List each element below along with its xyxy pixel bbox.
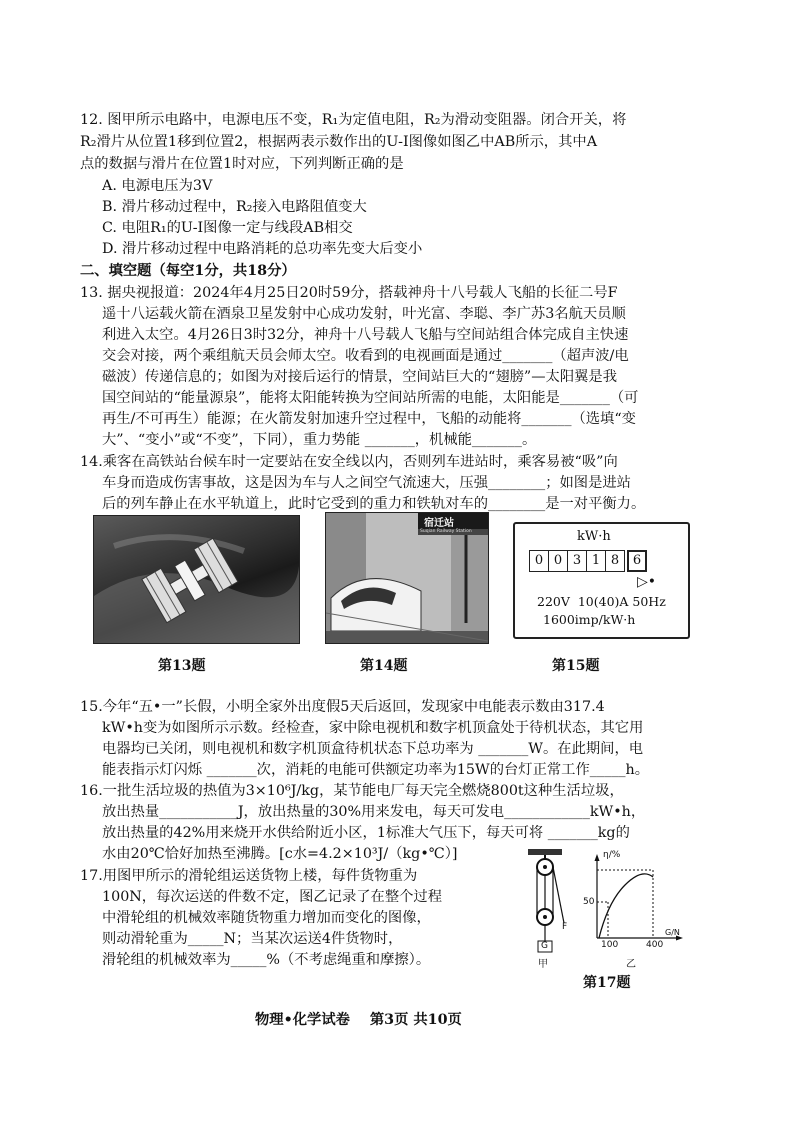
q14-line-2: 车身而造成伤害事故，这是因为车与人之间空气流速大，压强________；如图是进站 (102, 475, 631, 491)
caption-q15: 第15题 (552, 658, 600, 674)
graph-y-tick-50: 50 (583, 897, 595, 907)
q12-line-3: 点的数据与滑片在位置1时对应，下列判断正确的是 (80, 156, 404, 172)
meter-digit: 0 (548, 550, 568, 572)
q15-line-1: 15.今年“五•一”长假，小明全家外出度假5天后返回，发现家中电能表示数由317.4 (80, 699, 605, 715)
q14-line-3: 后的列车静止在水平轨道上，此时它受到的重力和铁轨对车的________是一对平衡力。 (102, 496, 646, 512)
section-2-heading: 二、填空题（每空1分，共18分） (80, 263, 296, 279)
q16-line-2: 放出热量___________J，放出热量的30%用来发电，每天可发电____________kW•h， (102, 804, 646, 820)
q17-line-2: 100N，每次运送的件数不定，图乙记录了在整个过程 (102, 889, 443, 905)
q12-line-1: 12. 图甲所示电路中，电源电压不变，R₁为定值电阻，R₂为滑动变阻器。闭合开关，将 (80, 112, 627, 128)
q13-line-6: 国空间站的“能量源泉”，能将太阳能转换为空间站所需的电能，太阳能是_______（可 (102, 390, 639, 406)
fig17-pulley-diagram (520, 845, 580, 963)
q12-option-c: C. 电阻R₁的U-I图像一定与线段AB相交 (102, 220, 353, 236)
q14-line-1: 14.乘客在高铁站台候车时一定要站在安全线以内，否则列车进站时，乘客易被“吸”向 (80, 454, 618, 470)
pulley-load-label: G (541, 941, 548, 951)
q13-line-4: 交会对接，两个乘组航天员会师太空。收看到的电视画面是通过_______（超声波/电 (102, 348, 629, 364)
meter-digit: 0 (529, 550, 549, 572)
station-sign-subtitle: Suqian Railway Station (420, 529, 472, 534)
q17-line-5: 滑轮组的机械效率为_____%（不考虑绳重和摩擦）。 (102, 952, 431, 968)
caption-q17: 第17题 (583, 975, 631, 991)
q12-option-a: A. 电源电压为3V (102, 178, 213, 194)
q13-line-1: 13. 据央视报道：2024年4月25日20时59分，搭载神舟十八号载人飞船的长征二号F (80, 285, 618, 301)
q16-line-3: 放出热量的42%用来烧开水供给附近小区，1标准大气压下，每天可将 _______kg的 (102, 825, 630, 841)
graph-x-label: G/N (665, 928, 680, 937)
caption-q14: 第14题 (360, 658, 408, 674)
fig13-space-station-photo (93, 515, 300, 644)
q13-line-2: 遥十八运载火箭在酒泉卫星发射中心成功发射，叶光富、李聪、李广苏3名航天员顺 (102, 306, 626, 322)
q17-line-3: 中滑轮组的机械效率随货物重力增加而变化的图像， (102, 910, 431, 926)
q15-line-3: 电器均已关闭，则电视机和数字机顶盒待机状态下总功率为 _______W。在此期间，电 (102, 741, 644, 757)
meter-spec-voltage: 220V 10(40)A 50Hz (537, 594, 666, 609)
page-footer: 物理•化学试卷 第3页 共10页 (255, 1012, 462, 1028)
fig14-train-station-photo (325, 512, 489, 644)
meter-unit: kW·h (577, 529, 611, 544)
graph-y-label: η/% (603, 850, 621, 860)
q13-line-3: 利进入太空。4月26日3时32分，神舟十八号载人飞船与空间站组合体完成自主快速 (102, 327, 629, 343)
meter-digit: 8 (605, 550, 625, 572)
ceiling (528, 849, 562, 855)
meter-spec-imp: 1600imp/kW·h (543, 612, 636, 627)
q12-option-d: D. 滑片移动过程中电路消耗的总功率先变大后变小 (102, 241, 423, 257)
meter-indicator-light: ▷• (637, 574, 657, 590)
caption-q13: 第13题 (158, 658, 206, 674)
graph-x-tick-400: 400 (646, 940, 664, 950)
q13-line-5: 磁波）传递信息的；如图为对接后运行的情景，空间站巨大的“翅膀”—太阳翼是我 (102, 369, 618, 385)
pulley-force-label: F (562, 922, 568, 932)
fig15-electricity-meter (513, 522, 690, 639)
q17-line-1: 17.用图甲所示的滑轮组运送货物上楼，每件货物重为 (80, 868, 418, 884)
meter-digit-decimal: 6 (627, 550, 647, 572)
label-yi: 乙 (626, 959, 636, 970)
q16-line-1: 16.一批生活垃圾的热值为3×10⁶J/kg，某节能电厂每天完全燃烧800t这种生活垃圾， (80, 783, 624, 799)
q15-line-4: 能表指示灯闪烁 _______次，消耗的电能可供额定功率为15W的台灯正常工作_____h。 (102, 762, 650, 778)
meter-digit: 3 (567, 550, 587, 572)
pull-rope (553, 867, 564, 923)
graph-x-tick-100: 100 (601, 940, 619, 950)
q12-line-2: R₂滑片从位置1移到位置2，根据两表示数作出的U-I图像如图乙中AB所示，其中A (80, 134, 598, 150)
q17-line-4: 则动滑轮重为_____N；当某次运送4件货物时， (102, 931, 403, 947)
space-station-graphic (94, 516, 299, 643)
q16-line-4: 水由20℃恰好加热至沸腾。[c水=4.2×10³J/（kg•℃）] (102, 846, 458, 862)
q12-option-b: B. 滑片移动过程中，R₂接入电路阻值变大 (102, 199, 367, 215)
q13-line-8: 大”、“变小”或“不变”，下同），重力势能 _______，机械能_______。 (102, 432, 537, 448)
q15-line-2: kW•h变为如图所示示数。经检查，家中除电视机和数字机顶盒处于待机状态，其它用 (102, 720, 644, 736)
meter-digits (529, 550, 646, 572)
label-jia: 甲 (538, 959, 548, 970)
station-sign: 宿迁站 (424, 518, 454, 529)
meter-digit: 1 (586, 550, 606, 572)
q13-line-7: 再生/不可再生）能源；在火箭发射加速升空过程中，飞船的动能将_______（选填“变 (102, 411, 636, 427)
efficiency-curve (599, 874, 653, 938)
